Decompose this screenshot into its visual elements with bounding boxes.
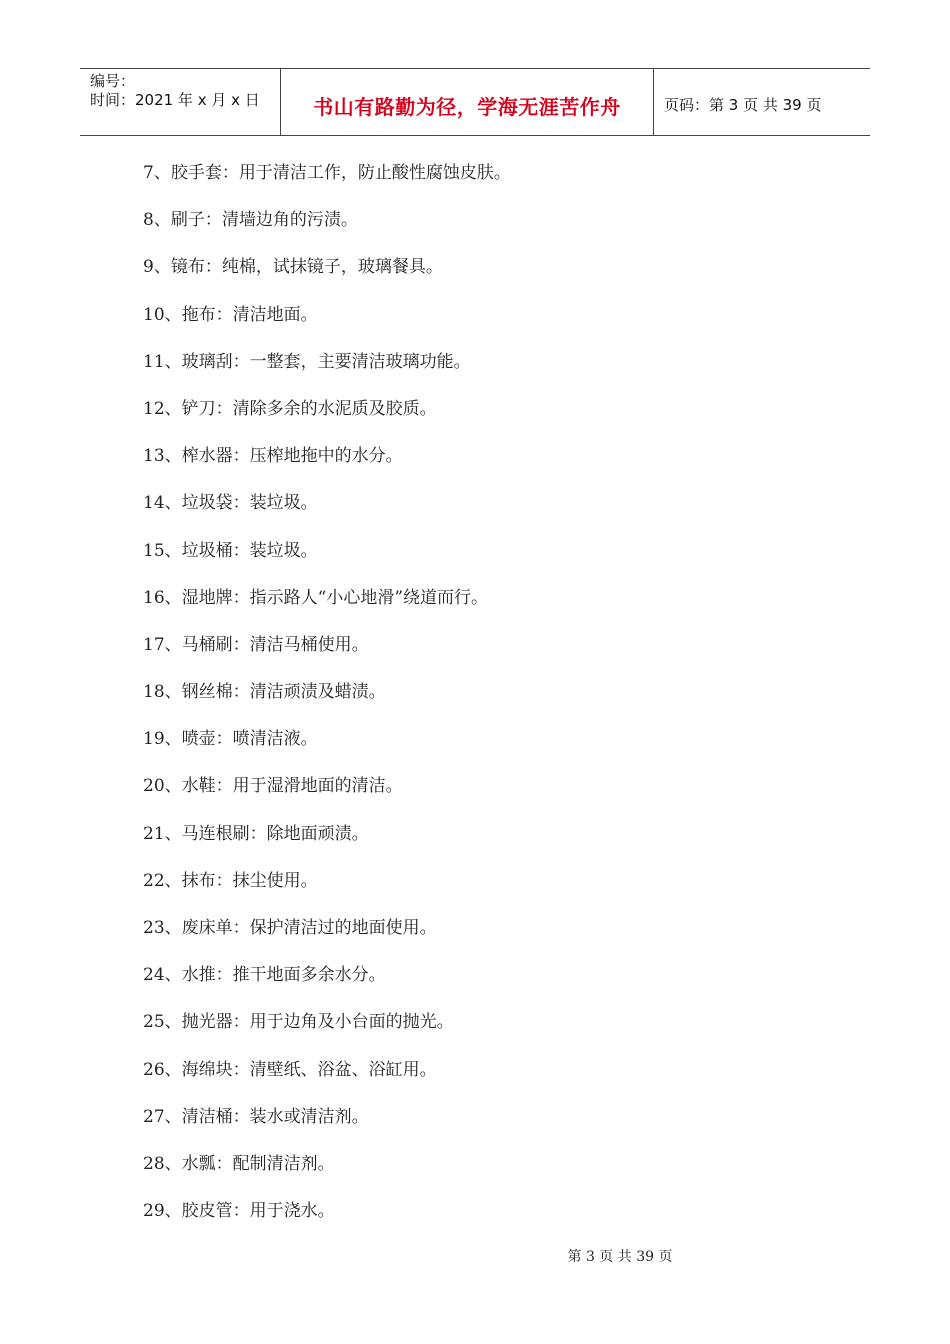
list-item: 12、铲刀：清除多余的水泥质及胶质。 bbox=[143, 398, 437, 419]
list-item: 19、喷壶：喷清洁液。 bbox=[143, 729, 318, 750]
list-item: 8、刷子：清墙边角的污渍。 bbox=[143, 210, 358, 231]
list-item: 7、胶手套：用于清洁工作，防止酸性腐蚀皮肤。 bbox=[143, 163, 511, 183]
page-footer: 第 3 页 共 39 页 bbox=[567, 1249, 673, 1265]
list-item: 23、废床单：保护清洁过的地面使用。 bbox=[143, 918, 437, 938]
list-item: 21、马连根刷：除地面顽渍。 bbox=[143, 823, 369, 844]
list-item: 14、垃圾袋：装垃圾。 bbox=[143, 493, 318, 514]
document-number-label: 编号： bbox=[90, 72, 136, 90]
list-item: 18、钢丝棉：清洁顽渍及蜡渍。 bbox=[143, 682, 386, 703]
list-item: 29、胶皮管：用于浇水。 bbox=[143, 1201, 335, 1222]
document-date: 时间：2021 年 x 月 x 日 bbox=[90, 91, 260, 109]
list-item: 11、玻璃刮：一整套，主要清洁玻璃功能。 bbox=[143, 351, 471, 372]
list-item: 10、拖布：清洁地面。 bbox=[143, 304, 318, 325]
list-item: 17、马桶刷：清洁马桶使用。 bbox=[143, 634, 369, 655]
header-page-info: 页码：第 3 页 共 39 页 bbox=[664, 95, 822, 114]
list-item: 20、水鞋：用于湿滑地面的清洁。 bbox=[143, 776, 403, 797]
list-item: 13、榨水器：压榨地拖中的水分。 bbox=[143, 446, 403, 467]
list-item: 27、清洁桶：装水或清洁剂。 bbox=[143, 1106, 369, 1127]
list-item: 28、水瓢：配制清洁剂。 bbox=[143, 1153, 335, 1174]
list-item: 26、海绵块：清壁纸、浴盆、浴缸用。 bbox=[143, 1059, 437, 1080]
cleaning-tools-list bbox=[143, 150, 511, 1235]
list-item: 16、湿地牌：指示路人“小心地滑”绕道而行。 bbox=[143, 587, 489, 608]
list-item: 15、垃圾桶：装垃圾。 bbox=[143, 540, 318, 561]
list-item: 24、水推：推干地面多余水分。 bbox=[143, 965, 386, 986]
header-motto: 书山有路勤为径，学海无涯苦作舟 bbox=[281, 69, 654, 135]
page-header bbox=[80, 68, 870, 136]
list-item: 25、抛光器：用于边角及小台面的抛光。 bbox=[143, 1012, 454, 1033]
header-meta bbox=[80, 69, 281, 135]
list-item: 22、抹布：抹尘使用。 bbox=[143, 870, 318, 891]
list-item: 9、镜布：纯棉，试抹镜子，玻璃餐具。 bbox=[143, 257, 443, 278]
